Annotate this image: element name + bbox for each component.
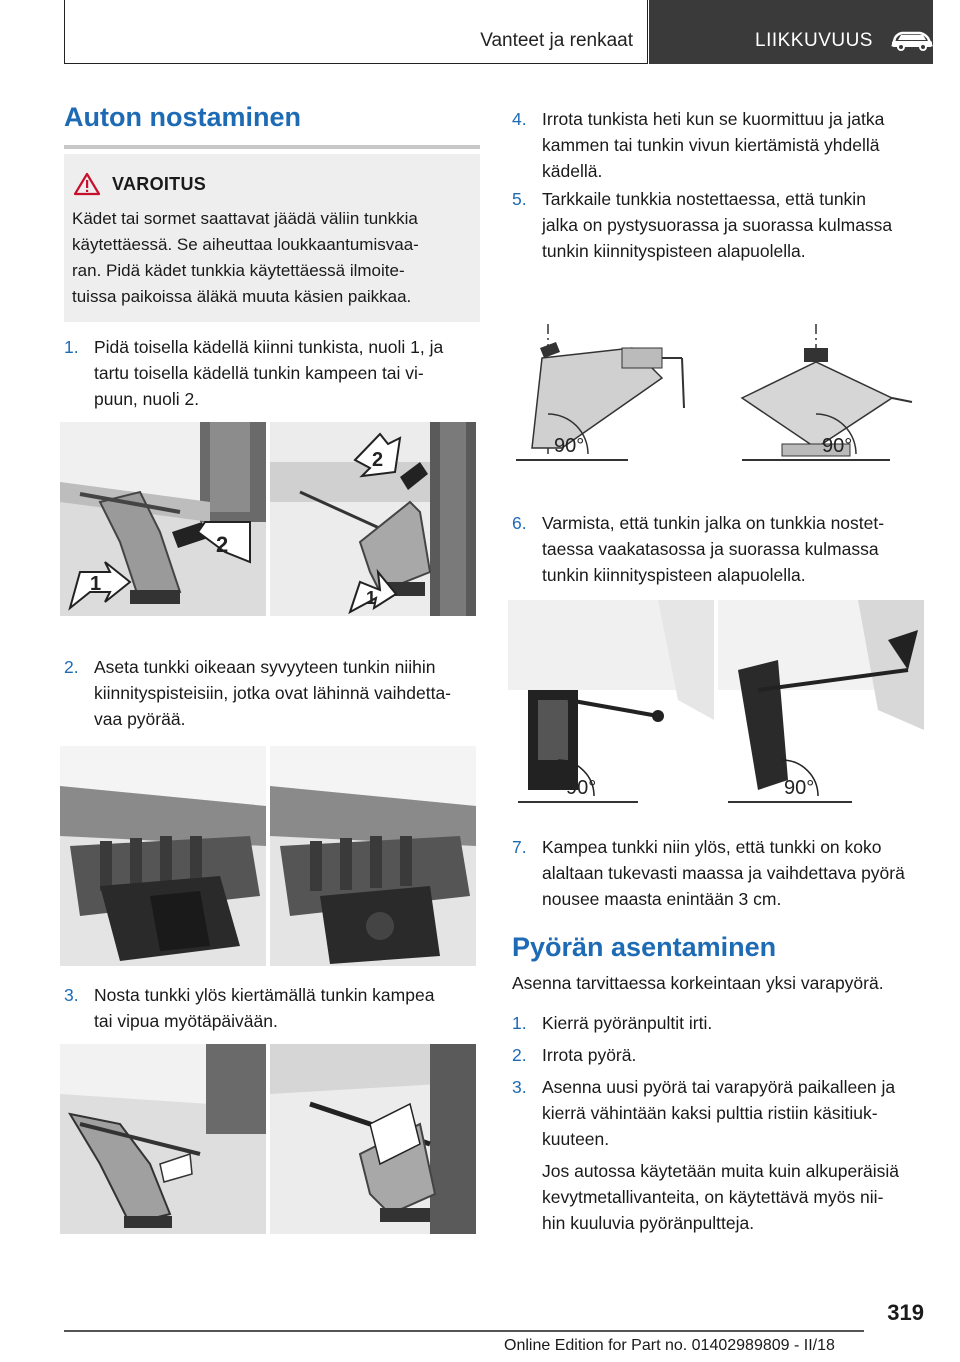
footer-edition: Online Edition for Part no. 01402989809 - II/18 (504, 1337, 835, 1354)
mount-step-2 (512, 1042, 932, 1068)
angle-label: 90° (554, 435, 585, 457)
jack-base-photo-a (508, 600, 714, 806)
step-text: Nosta tunkki ylös kiertämällä tunkin kampea tai vipua myötäpäivään. (94, 985, 435, 1031)
step-text: Irrota pyörä. (542, 1045, 637, 1065)
header-section-box (64, 0, 648, 64)
svg-text:90°: 90° (566, 777, 597, 799)
step-number: 1. (512, 1013, 527, 1033)
arrow-label-1: 1 (90, 573, 102, 595)
jack-point-photo-b (270, 746, 476, 966)
jack-photo-1a (60, 422, 266, 616)
section-heading-wheel-mounting: Pyörän asentaminen (512, 932, 777, 962)
step-7 (512, 834, 932, 914)
jack-base-photo-b (718, 600, 924, 806)
header-chapter-title: LIIKKUVUUS (755, 30, 873, 51)
step-text: Varmista, että tunkin jalka on tunkkia nostet- taessa vaakatasossa ja suorassa kulmassa tunkin kiinnityspisteen alapuolella. (542, 513, 885, 585)
step-2 (64, 654, 484, 734)
step-text: Pidä toisella kädellä kiinni tunkista, nuoli 1, ja tartu toisella kädellä tunkin kampeen tai vi- puun, nuoli 2. (94, 337, 444, 409)
svg-text:1: 1 (366, 588, 377, 608)
mount-step-3 (512, 1074, 932, 1154)
step-number: 2. (512, 1045, 527, 1065)
step-text: Kampea tunkki niin ylös, että tunkki on koko alaltaan tukevasti maassa ja vaihdettava pyörä nousee maasta enintään 3 cm. (542, 837, 905, 909)
step-6 (512, 510, 932, 590)
jack-point-photo-a (60, 746, 266, 966)
header-section-title: Vanteet ja renkaat (480, 30, 633, 51)
arrow-label-2: 2 (216, 532, 229, 557)
jack-photo-1b (270, 422, 476, 616)
step-number: 4. (512, 109, 527, 129)
step-text: Aseta tunkki oikeaan syvyyteen tunkin niihin kiinnityspisteisiin, jotka ovat lähinnä vaihdetta- vaa pyörää. (94, 657, 451, 729)
step-number: 5. (512, 189, 527, 209)
step-3 (64, 982, 484, 1038)
step-number: 2. (64, 657, 79, 677)
heading-rule (64, 145, 480, 149)
crank-photo-a (60, 1044, 266, 1234)
warning-box (64, 154, 480, 322)
jack-angle-diagram (512, 318, 932, 468)
svg-text:90°: 90° (822, 435, 853, 457)
step-5 (512, 186, 932, 266)
page-number: 319 (887, 1300, 924, 1325)
mount-step-1 (512, 1010, 932, 1036)
footer-rule (64, 1330, 864, 1332)
step-number: 1. (64, 337, 79, 357)
step-1 (64, 334, 484, 414)
section-heading-lifting: Auton nostaminen (64, 102, 301, 132)
step-text: Irrota tunkista heti kun se kuormittuu ja jatka kammen tai tunkin vivun kiertämistä yhdellä kädellä. (542, 109, 885, 181)
step-text: Tarkkaile tunkkia nostettaessa, että tunkin jalka on pystysuorassa ja suorassa kulmassa tunkin kiinnityspisteen alapuolella. (542, 189, 893, 261)
step-text: Asenna uusi pyörä tai varapyörä paikalleen ja kierrä vähintään kaksi pulttia ristiin käsitiuk- kuuteen. (542, 1077, 896, 1149)
warning-text: Kädet tai sormet saattavat jäädä väliin tunkkia käytettäessä. Se aiheuttaa loukkaantumisvaa- ran. Pidä kädet tunkkia käytettäessä ilmoite- tuissa paikoissa äläkä muuta käsien paikkaa. (72, 209, 419, 306)
svg-text:90°: 90° (784, 777, 815, 799)
svg-text:2: 2 (372, 449, 384, 471)
step-number: 3. (64, 985, 79, 1005)
step-number: 7. (512, 837, 527, 857)
warning-title: VAROITUS (112, 174, 207, 194)
step-4 (512, 106, 932, 186)
header-chapter-tab (649, 0, 933, 64)
step-text: Kierrä pyöränpultit irti. (542, 1013, 713, 1033)
step-number: 6. (512, 513, 527, 533)
warning-triangle-icon (73, 172, 101, 201)
alloy-rim-note: Jos autossa käytetään muita kuin alkuperäisiä kevytmetallivanteita, on käytettävä myös nii- hin kuuluvia pyöränpultteja. (542, 1161, 900, 1233)
step-number: 3. (512, 1077, 527, 1097)
car-icon (889, 29, 935, 56)
intro-text: Asenna tarvittaessa korkeintaan yksi varapyörä. (512, 973, 884, 993)
crank-photo-b (270, 1044, 476, 1234)
